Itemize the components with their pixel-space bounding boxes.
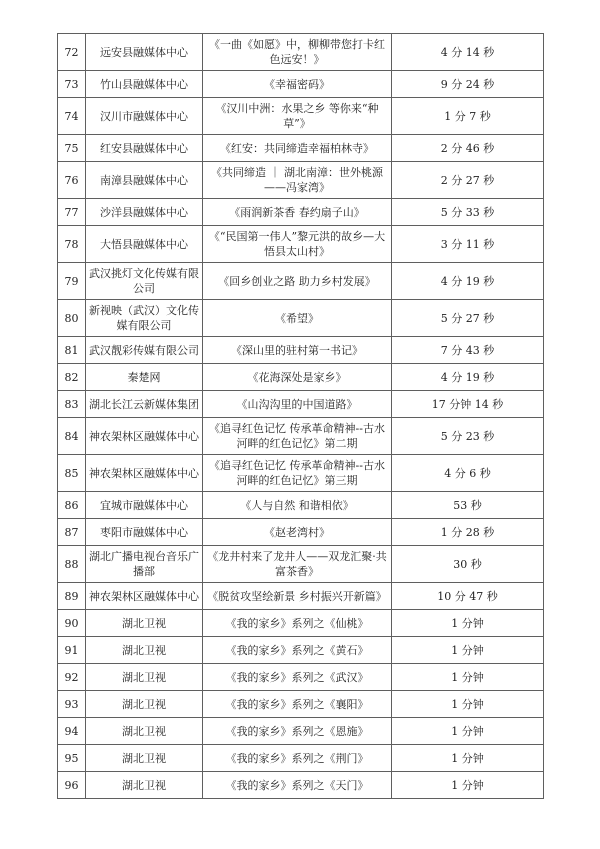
row-number-cell: 81 [58,337,86,364]
table-row [58,745,544,772]
organization-cell: 神农架林区融媒体中心 [86,583,203,610]
title-cell: 《追寻红色记忆 传承革命精神--古水河畔的红色记忆》第三期 [203,455,392,492]
title-cell: 《共同缔造 ｜ 湖北南漳：世外桃源——冯家湾》 [203,162,392,199]
title-cell: 《“民国第一伟人”黎元洪的故乡—大悟县太山村》 [203,226,392,263]
row-number-cell: 85 [58,455,86,492]
duration-cell: 1 分钟 [392,691,544,718]
title-cell: 《龙井村来了龙井人——双龙汇聚·共富茶香》 [203,546,392,583]
title-cell: 《追寻红色记忆 传承革命精神--古水河畔的红色记忆》第二期 [203,418,392,455]
duration-cell: 4 分 19 秒 [392,263,544,300]
row-number-cell: 75 [58,135,86,162]
organization-cell: 武汉挑灯文化传媒有限公司 [86,263,203,300]
organization-cell: 神农架林区融媒体中心 [86,455,203,492]
table-row [58,718,544,745]
title-cell: 《我的家乡》系列之《武汉》 [203,664,392,691]
table-row [58,455,544,492]
title-cell: 《花海深处是家乡》 [203,364,392,391]
duration-cell: 1 分钟 [392,637,544,664]
row-number-cell: 78 [58,226,86,263]
title-cell: 《人与自然 和谐相依》 [203,492,392,519]
table-row [58,691,544,718]
organization-cell: 湖北卫视 [86,637,203,664]
organization-cell: 南漳县融媒体中心 [86,162,203,199]
table-row [58,98,544,135]
table-row [58,391,544,418]
row-number-cell: 95 [58,745,86,772]
duration-cell: 2 分 27 秒 [392,162,544,199]
table-row [58,364,544,391]
table-row [58,300,544,337]
duration-cell: 5 分 23 秒 [392,418,544,455]
organization-cell: 湖北卫视 [86,664,203,691]
table-row [58,263,544,300]
title-cell: 《回乡创业之路 助力乡村发展》 [203,263,392,300]
organization-cell: 湖北卫视 [86,718,203,745]
organization-cell: 远安县融媒体中心 [86,34,203,71]
organization-cell: 武汉靓彩传媒有限公司 [86,337,203,364]
row-number-cell: 82 [58,364,86,391]
row-number-cell: 73 [58,71,86,98]
table-body [58,34,544,799]
row-number-cell: 93 [58,691,86,718]
title-cell: 《雨润新茶香 春约扇子山》 [203,199,392,226]
title-cell: 《红安：共同缔造幸福柏林寺》 [203,135,392,162]
row-number-cell: 91 [58,637,86,664]
organization-cell: 秦楚网 [86,364,203,391]
title-cell: 《我的家乡》系列之《黄石》 [203,637,392,664]
title-cell: 《幸福密码》 [203,71,392,98]
duration-cell: 3 分 11 秒 [392,226,544,263]
row-number-cell: 94 [58,718,86,745]
title-cell: 《一曲《如愿》中，柳柳带您打卡红色远安！》 [203,34,392,71]
row-number-cell: 88 [58,546,86,583]
row-number-cell: 74 [58,98,86,135]
duration-cell: 1 分钟 [392,718,544,745]
organization-cell: 湖北卫视 [86,610,203,637]
title-cell: 《我的家乡》系列之《襄阳》 [203,691,392,718]
table-row [58,772,544,799]
organization-cell: 大悟县融媒体中心 [86,226,203,263]
duration-cell: 4 分 19 秒 [392,364,544,391]
table-row [58,135,544,162]
duration-cell: 4 分 14 秒 [392,34,544,71]
organization-cell: 汉川市融媒体中心 [86,98,203,135]
title-cell: 《我的家乡》系列之《荆门》 [203,745,392,772]
table-row [58,71,544,98]
row-number-cell: 80 [58,300,86,337]
program-list-table [57,33,544,799]
table-row [58,519,544,546]
duration-cell: 1 分 28 秒 [392,519,544,546]
title-cell: 《我的家乡》系列之《仙桃》 [203,610,392,637]
duration-cell: 53 秒 [392,492,544,519]
organization-cell: 湖北长江云新媒体集团 [86,391,203,418]
title-cell: 《汉川中洲：水果之乡 等你来“种草”》 [203,98,392,135]
duration-cell: 1 分 7 秒 [392,98,544,135]
title-cell: 《赵老湾村》 [203,519,392,546]
row-number-cell: 87 [58,519,86,546]
organization-cell: 湖北广播电视台音乐广播部 [86,546,203,583]
duration-cell: 5 分 33 秒 [392,199,544,226]
table-row [58,337,544,364]
row-number-cell: 83 [58,391,86,418]
duration-cell: 2 分 46 秒 [392,135,544,162]
table-row [58,583,544,610]
table-row [58,610,544,637]
organization-cell: 枣阳市融媒体中心 [86,519,203,546]
title-cell: 《深山里的驻村第一书记》 [203,337,392,364]
duration-cell: 17 分钟 14 秒 [392,391,544,418]
table-row [58,418,544,455]
organization-cell: 湖北卫视 [86,772,203,799]
organization-cell: 竹山县融媒体中心 [86,71,203,98]
duration-cell: 1 分钟 [392,664,544,691]
row-number-cell: 72 [58,34,86,71]
table-row [58,199,544,226]
row-number-cell: 84 [58,418,86,455]
table-row [58,34,544,71]
duration-cell: 1 分钟 [392,610,544,637]
table-row [58,546,544,583]
table-row [58,637,544,664]
duration-cell: 7 分 43 秒 [392,337,544,364]
row-number-cell: 90 [58,610,86,637]
table-row [58,664,544,691]
row-number-cell: 77 [58,199,86,226]
title-cell: 《山沟沟里的中国道路》 [203,391,392,418]
row-number-cell: 89 [58,583,86,610]
duration-cell: 5 分 27 秒 [392,300,544,337]
table-row [58,226,544,263]
row-number-cell: 92 [58,664,86,691]
duration-cell: 4 分 6 秒 [392,455,544,492]
duration-cell: 30 秒 [392,546,544,583]
organization-cell: 湖北卫视 [86,691,203,718]
table-row [58,162,544,199]
organization-cell: 神农架林区融媒体中心 [86,418,203,455]
title-cell: 《希望》 [203,300,392,337]
organization-cell: 宜城市融媒体中心 [86,492,203,519]
title-cell: 《我的家乡》系列之《恩施》 [203,718,392,745]
duration-cell: 1 分钟 [392,772,544,799]
table-row [58,492,544,519]
duration-cell: 1 分钟 [392,745,544,772]
row-number-cell: 79 [58,263,86,300]
row-number-cell: 96 [58,772,86,799]
organization-cell: 湖北卫视 [86,745,203,772]
duration-cell: 10 分 47 秒 [392,583,544,610]
organization-cell: 红安县融媒体中心 [86,135,203,162]
row-number-cell: 76 [58,162,86,199]
organization-cell: 沙洋县融媒体中心 [86,199,203,226]
title-cell: 《我的家乡》系列之《天门》 [203,772,392,799]
organization-cell: 新视映（武汉）文化传媒有限公司 [86,300,203,337]
title-cell: 《脱贫攻坚绘新景 乡村振兴开新篇》 [203,583,392,610]
duration-cell: 9 分 24 秒 [392,71,544,98]
row-number-cell: 86 [58,492,86,519]
